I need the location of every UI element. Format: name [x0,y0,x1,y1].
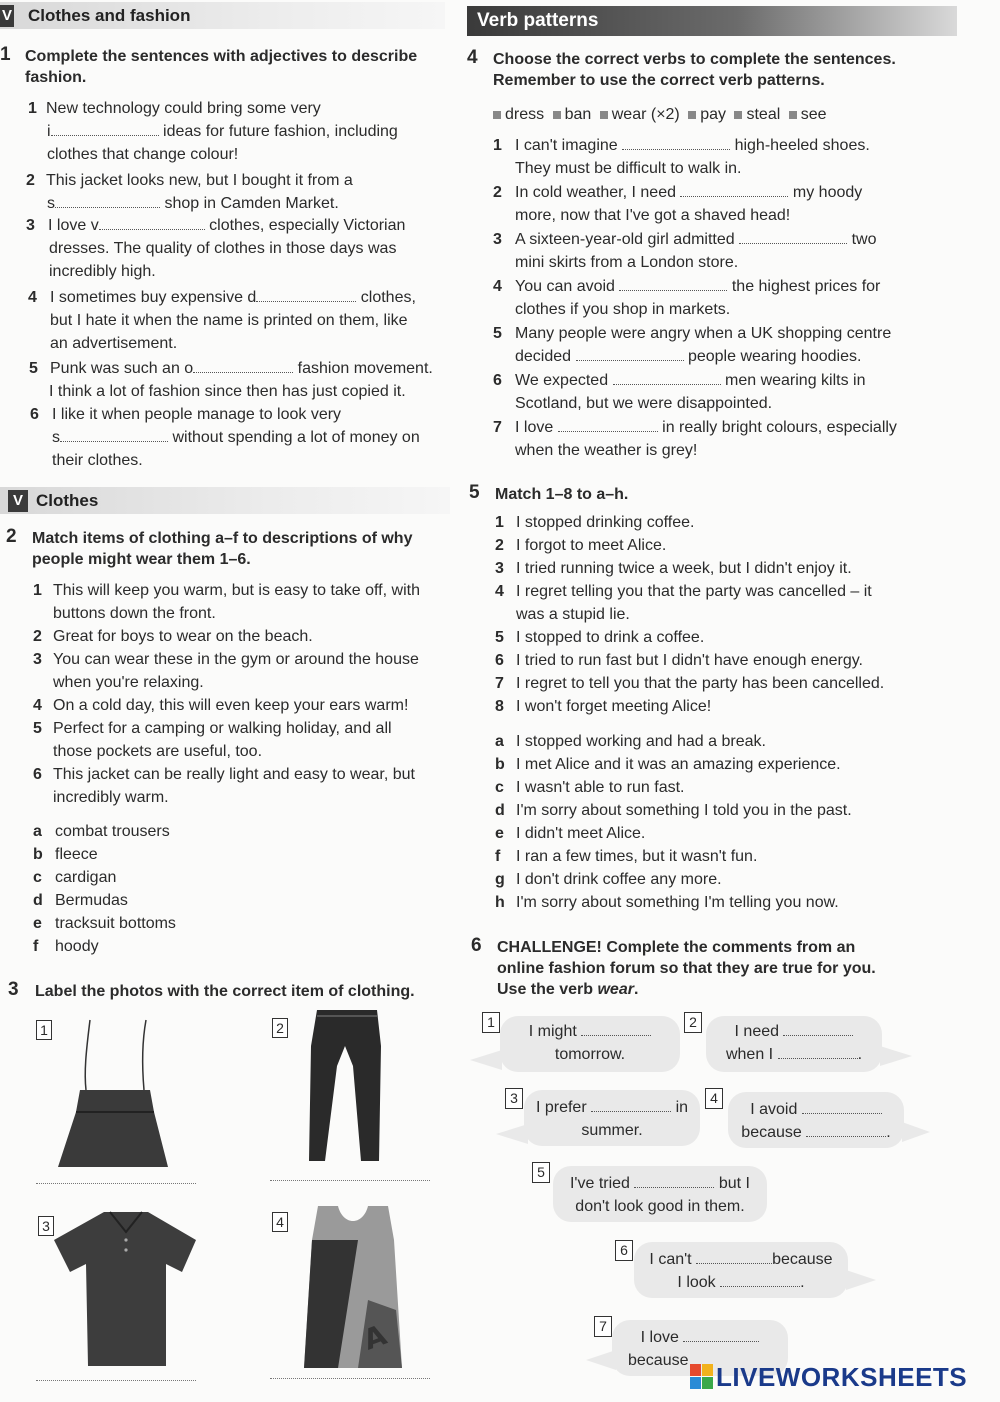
comment-bubble-6: I can't because I look . [634,1242,848,1298]
item-text: I can't imagine [515,137,618,154]
bubble-tail [880,1046,912,1066]
item-text: This will keep you warm, but is easy to take off, with [53,582,420,599]
instruction-line: CHALLENGE! Complete the comments from an [497,939,856,956]
comment-number-3: 3 [505,1088,523,1109]
item-text: clothes, especially Victorian [209,217,406,234]
item-number: 3 [493,231,502,248]
exercise-4-item-2 [493,181,923,227]
item-text: dresses. The quality of clothes in those days was [49,240,397,257]
item-number: 4 [28,289,37,306]
item-number: 3 [495,560,504,577]
item-number: 1 [493,137,502,154]
answer-blank[interactable] [622,135,730,150]
comment-number-2: 2 [684,1012,702,1033]
item-number: 6 [33,766,42,783]
instruction-line: online fashion forum so that they are true for you. [497,960,876,977]
option-item [495,822,935,845]
item-text: This jacket can be really light and easy to wear, but [53,766,415,783]
answer-blank[interactable] [778,1044,858,1059]
answer-blank[interactable] [680,182,788,197]
item-text: Punk was such an o [50,360,194,377]
answer-blank[interactable] [802,1099,882,1114]
item-text: fashion movement. [297,360,433,377]
exercise-5-items [495,511,935,718]
item-text: s [47,195,55,212]
item-number: 4 [495,583,504,600]
item-text: I think a lot of fashion since then has just copied it. [49,383,406,400]
option-letter: c [33,869,42,886]
option-item [33,889,333,912]
item-text: Great for boys to wear on the beach. [53,628,313,645]
item-text: my hoody [792,184,863,201]
item-text: high-heeled shoes. [734,137,870,154]
option-item [33,866,333,889]
bubble-text: but I [718,1175,750,1192]
answer-blank[interactable] [696,1249,772,1264]
item-text: I forgot to meet Alice. [516,537,667,554]
answer-blank[interactable] [581,1021,651,1036]
item-text: their clothes. [52,452,143,469]
section-title: Clothes [36,490,99,510]
comment-bubble-3 [524,1090,700,1146]
list-item [495,534,935,557]
exercise-4-instruction [493,49,896,91]
bubble-text: I love [640,1329,679,1346]
list-item [495,672,935,695]
instruction-line: Choose the correct verbs to complete the sentences. [493,51,896,68]
word-option: dress [505,106,545,123]
item-text: On a cold day, this will even keep your ears warm! [53,697,409,714]
item-text: decided [515,348,572,365]
option-text: cardigan [55,869,117,886]
exercise-number-2: 2 [6,526,17,547]
bubble-tail [902,1122,930,1142]
item-text: I stopped to drink a coffee. [516,629,705,646]
item-text: Perfect for a camping or walking holiday, and all [53,720,392,737]
bubble-text: I avoid [750,1101,798,1118]
exercise-3-instruction: Label the photos with the correct item of clothing. [35,983,415,1000]
option-text: combat trousers [55,823,170,840]
item-text: two [851,231,877,248]
exercise-number-5: 5 [469,482,480,503]
photo-2-answer-line[interactable] [270,1180,430,1181]
option-text: tracksuit bottoms [55,915,176,932]
list-item [495,557,935,580]
item-number: 2 [26,172,35,189]
option-letter: f [33,938,39,955]
option-item [33,935,333,958]
comment-bubble-5 [553,1166,767,1222]
bubble-text: I can't [649,1251,692,1268]
item-text: when the weather is grey! [515,442,698,459]
item-number: 4 [33,697,42,714]
answer-blank[interactable] [613,370,721,385]
item-text: s [52,429,60,446]
list-item [495,649,935,672]
list-item [495,626,935,649]
item-text: We expected [515,372,609,389]
exercise-4-item-5 [493,322,933,368]
exercise-number-1: 1 [0,44,11,65]
list-item [33,648,453,694]
exercise-number-6: 6 [471,935,482,956]
exercise-4-item-1 [493,134,923,180]
photo-1-answer-line[interactable] [36,1183,196,1184]
word-option: pay [700,106,727,123]
option-letter: b [33,846,43,863]
exercise-5-options [495,730,935,914]
bubble-text: don't look good in them. [575,1198,745,1215]
item-text: This jacket looks new, but I bought it from a [46,172,353,189]
option-item [33,820,333,843]
word-option: ban [564,106,592,123]
answer-blank[interactable] [576,346,684,361]
exercise-4-item-6 [493,369,923,415]
item-text: I love [515,419,554,436]
exercise-1-item-6 [30,403,450,472]
answer-blank[interactable] [193,358,293,373]
exercise-4-item-4 [493,275,923,321]
vocabulary-badge: V [0,5,14,27]
item-text: incredibly warm. [53,789,169,806]
answer-blank[interactable] [51,121,159,136]
item-number: 1 [495,514,504,531]
option-letter: e [495,825,504,842]
bubble-text: I look [677,1274,716,1291]
section-title: Clothes and fashion [28,5,191,25]
answer-blank[interactable] [739,229,847,244]
word-box [493,106,827,124]
answer-blank[interactable] [619,276,727,291]
photo-number-1: 1 [36,1020,52,1040]
answer-blank[interactable] [55,193,160,208]
item-text: I sometimes buy expensive d [50,289,257,306]
item-text: clothes that change colour! [47,146,239,163]
tracksuit-bottoms-photo [295,1006,395,1166]
item-number: 1 [28,100,37,117]
item-number: 5 [29,360,38,377]
comment-number-4: 4 [705,1088,723,1109]
bullet-square-icon [553,111,561,119]
item-text: Scotland, but we were disappointed. [515,395,773,412]
bubble-tail [586,1350,616,1370]
instruction-text: . [633,981,639,998]
item-text: when you're relaxing. [53,674,204,691]
item-text: I tried running twice a week, but I didn't enjoy it. [516,560,852,577]
item-text: people wearing hoodies. [687,348,862,365]
comment-bubble-1 [500,1016,680,1072]
bubble-text: I prefer [535,1099,587,1116]
item-text: They must be difficult to walk in. [515,160,742,177]
exercise-6-instruction [497,937,876,1000]
exercise-1-instruction [25,46,417,88]
instruction-line: Complete the sentences with adjectives to describe [25,48,418,65]
photo-4-answer-line[interactable] [270,1378,430,1379]
item-text: I tried to run fast but I didn't have enough energy. [516,652,863,669]
item-text: I love v [48,217,99,234]
item-number: 2 [33,628,42,645]
item-number: 3 [33,651,42,668]
item-number: 7 [493,419,502,436]
comment-number-5: 5 [532,1162,550,1183]
item-text: more, now that I've got a shaved head! [515,207,791,224]
word-option: wear (×2) [611,106,680,123]
item-text: men wearing kilts in [725,372,866,389]
item-number: 5 [493,325,502,342]
comment-bubble-2: I need when I . [706,1016,882,1072]
exercise-2-options [33,820,333,958]
option-letter: d [33,892,43,909]
item-text: You can wear these in the gym or around the house [53,651,419,668]
item-number: 8 [495,698,504,715]
comment-bubble-4: I avoid because . [728,1092,904,1148]
item-text: I won't forget meeting Alice! [516,698,712,715]
item-number: 4 [493,278,502,295]
item-text: incredibly high. [49,263,156,280]
item-text: I regret telling you that the party was cancelled – it [516,583,872,600]
instruction-line: Match items of clothing a–f to descriptions of why [32,530,413,547]
option-letter: a [495,733,504,750]
list-item [33,625,453,648]
vocabulary-badge: V [8,490,28,512]
option-text: I wasn't able to run fast. [516,779,685,796]
option-item [495,845,935,868]
exercise-4-item-3 [493,228,923,274]
bullet-square-icon [600,111,608,119]
section-header-clothes [0,487,450,514]
exercise-1-item-3 [26,214,438,283]
item-text: those pockets are useful, too. [53,743,263,760]
answer-blank[interactable] [683,1327,759,1342]
photo-number-2: 2 [272,1018,288,1038]
item-text: I regret to tell you that the party has been cancelled. [516,675,885,692]
option-letter: g [495,871,505,888]
option-letter: f [495,848,501,865]
bubble-tail [846,1270,876,1290]
bullet-square-icon [789,111,797,119]
option-text: fleece [55,846,98,863]
item-text: an advertisement. [50,335,178,352]
item-text: buttons down the front. [53,605,216,622]
answer-blank[interactable] [60,427,168,442]
item-text: i [47,123,51,140]
bubble-text: I might [528,1023,577,1040]
option-item [495,730,935,753]
bubble-text: because [741,1124,802,1141]
option-text: hoody [55,938,99,955]
list-item [33,579,453,625]
item-text: Many people were angry when a UK shopping centre [515,325,892,342]
vest-top-photo [298,1200,408,1375]
bubble-text: because [772,1251,833,1268]
item-number: 3 [26,217,35,234]
bubble-text: tomorrow. [554,1046,626,1063]
bubble-text: because [628,1352,689,1369]
exercise-1-item-2 [26,169,436,215]
instruction-line: Remember to use the correct verb patterns. [493,72,825,89]
svg-text:A: A [359,1318,391,1357]
item-number: 7 [495,675,504,692]
item-text: I stopped drinking coffee. [516,514,695,531]
liveworksheets-logo-icon [690,1364,714,1390]
answer-blank[interactable] [591,1097,671,1112]
item-number: 6 [495,652,504,669]
answer-blank[interactable] [634,1173,714,1188]
list-item [495,511,935,534]
photo-number-4: 4 [272,1212,288,1232]
option-text: I'm sorry about something I'm telling you now. [516,894,839,911]
option-text: I didn't meet Alice. [516,825,646,842]
answer-blank[interactable] [783,1021,853,1036]
item-text: but I hate it when the name is printed on them, like [50,312,408,329]
option-item [495,891,935,914]
bullet-square-icon [688,111,696,119]
bubble-text: when I [725,1046,774,1063]
polo-shirt-photo [46,1206,206,1376]
list-item [495,580,935,626]
exercise-1-item-1 [28,97,438,166]
liveworksheets-watermark: LIVEWORKSHEETS [716,1362,968,1392]
instruction-line: people might wear them 1–6. [32,551,251,568]
option-text: I stopped working and had a break. [516,733,766,750]
option-item [495,776,935,799]
bubble-tail [470,1050,502,1070]
option-letter: a [33,823,42,840]
item-text: I like it when people manage to look very [52,406,342,423]
item-text: A sixteen-year-old girl admitted [515,231,735,248]
item-text: You can avoid [515,278,615,295]
item-number: 6 [30,406,39,423]
option-text: I don't drink coffee any more. [516,871,722,888]
section-header-clothes-and-fashion [0,2,445,29]
item-text: In cold weather, I need [515,184,676,201]
item-number: 5 [495,629,504,646]
comment-number-7: 7 [594,1316,612,1337]
item-text: New technology could bring some very [46,100,321,117]
answer-blank[interactable] [720,1272,800,1287]
answer-blank[interactable] [99,215,205,230]
item-number: 1 [33,582,42,599]
option-item [33,912,333,935]
exercise-2-items [33,579,453,809]
exercise-2-instruction [32,528,412,570]
item-text: shop in Camden Market. [164,195,339,212]
instruction-text: wear [597,981,634,998]
item-number: 5 [33,720,42,737]
exercise-number-4: 4 [467,47,478,68]
section-title: Verb patterns [477,10,599,31]
bullet-square-icon [734,111,742,119]
option-item [495,799,935,822]
item-number: 2 [495,537,504,554]
instruction-line: fashion. [25,69,87,86]
camisole-photo [50,1012,180,1172]
item-text: clothes if you shop in markets. [515,301,731,318]
exercise-1-item-5 [29,357,449,403]
verb-patterns-header [467,6,957,36]
option-text: I met Alice and it was an amazing experience. [516,756,841,773]
option-text: I ran a few times, but it wasn't fun. [516,848,758,865]
word-option: see [800,106,827,123]
option-item [33,843,333,866]
item-text: ideas for future fashion, including [163,123,398,140]
list-item [33,717,453,763]
list-item [495,695,935,718]
option-letter: d [495,802,505,819]
option-text: I'm sorry about something I told you in the past. [516,802,852,819]
photo-number-3: 3 [38,1216,54,1236]
word-option: steal [746,106,781,123]
comment-number-1: 1 [482,1012,500,1033]
item-text: was a stupid lie. [516,606,630,623]
item-number: 6 [493,372,502,389]
exercise-5-instruction: Match 1–8 to a–h. [495,486,629,503]
item-text: without spending a lot of money on [172,429,420,446]
answer-blank[interactable] [256,287,356,302]
item-text: clothes, [360,289,416,306]
option-letter: c [495,779,504,796]
photo-3-answer-line[interactable] [36,1380,196,1381]
exercise-number-3: 3 [8,979,19,1000]
option-letter: h [495,894,505,911]
instruction-text: Use the verb [497,981,598,998]
bubble-text: summer. [581,1122,643,1139]
option-text: Bermudas [55,892,128,909]
exercise-1-item-4 [28,286,440,355]
bubble-tail [496,1124,528,1144]
comment-number-6: 6 [615,1240,633,1261]
option-item [495,753,935,776]
list-item [33,694,453,717]
exercise-4-item-7 [493,416,933,462]
bubble-text: I've tried [569,1175,630,1192]
item-number: 2 [493,184,502,201]
bullet-square-icon [493,111,501,119]
answer-blank[interactable] [558,417,658,432]
option-letter: e [33,915,42,932]
list-item [33,763,453,809]
item-text: the highest prices for [731,278,881,295]
bubble-text: in [675,1099,689,1116]
item-text: in really bright colours, especially [662,419,897,436]
bubble-text: I need [734,1023,780,1040]
item-text: mini skirts from a London store. [515,254,739,271]
option-item [495,868,935,891]
option-letter: b [495,756,505,773]
instruction-line [497,979,876,1000]
answer-blank[interactable] [806,1122,886,1137]
